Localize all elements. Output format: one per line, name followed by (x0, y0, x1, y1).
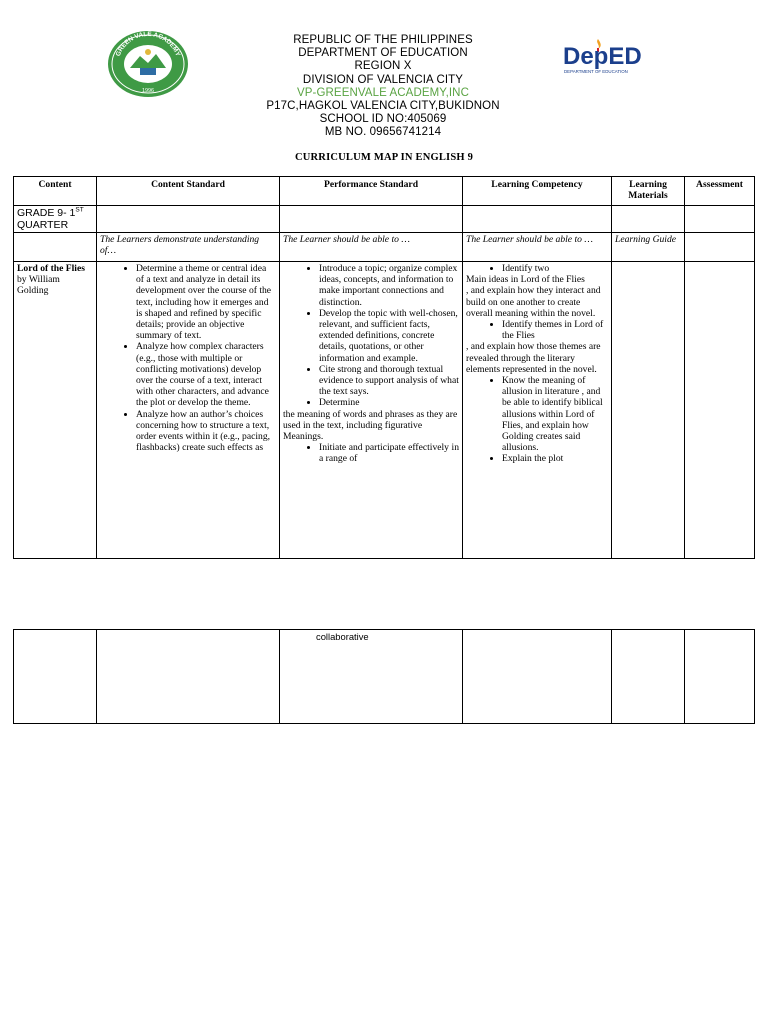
lesson-author: by William Golding (17, 274, 60, 297)
header-content-standard: Content Standard (97, 177, 280, 206)
list-item: • Initiate and participate effectively in a range of (319, 442, 459, 464)
empty-cell (14, 630, 97, 724)
performance-standard-list-2 (283, 442, 459, 464)
intro-learning-materials: Learning Guide (612, 233, 685, 262)
header-learning-materials: Learning Materials (612, 177, 685, 206)
performance-standard-cell (280, 262, 463, 559)
empty-cell (612, 630, 685, 724)
mobile-line: MB NO. 09656741214 (324, 126, 442, 139)
deped-logo-icon (562, 36, 648, 76)
letterhead (232, 34, 534, 140)
empty-cell (612, 262, 685, 559)
grade-row (14, 206, 755, 233)
competency-text: , and explain how they interact and build on one another to create overall meaning within the novel. (466, 285, 601, 319)
content-standard-cell (97, 262, 280, 559)
empty-cell (280, 206, 463, 233)
division-line: DIVISION OF VALENCIA CITY (302, 73, 464, 86)
seal-text-top: GREEN VALE ACADEMY (114, 30, 182, 58)
lesson-row (14, 262, 755, 559)
learning-competency-cell (463, 262, 612, 559)
empty-cell (685, 233, 755, 262)
empty-cell (463, 206, 612, 233)
empty-cell (97, 206, 280, 233)
competency-text: Main ideas in Lord of the Flies (466, 274, 585, 286)
address-line: P17C,HAGKOL VALENCIA CITY,BUKIDNON (266, 100, 500, 113)
school-seal-icon (106, 30, 190, 98)
list-item: • Analyze how an author’s choices concerning how to structure a text, order events within it (e.g., pacing, flashbacks) create such effects as (136, 409, 276, 454)
empty-cell (685, 206, 755, 233)
seal-year: 1996 (142, 88, 154, 94)
header-assessment: Assessment (685, 177, 755, 206)
competency-text: , and explain how those themes are revealed through the literary elements represented in the novel. (466, 341, 601, 375)
lesson-title: Lord of the Flies (17, 263, 85, 274)
grade-cell (14, 206, 97, 233)
competency-list-1 (466, 263, 608, 274)
intro-performance-standard: The Learner should be able to … (280, 233, 463, 262)
header-learning-competency: Learning Competency (463, 177, 612, 206)
intro-learning-competency: The Learner should be able to … (463, 233, 612, 262)
intro-row (14, 233, 755, 262)
competency-list-2 (466, 319, 608, 341)
list-item: • Develop the topic with well-chosen, relevant, and sufficient facts, extended definitions, concrete details, quotations, or other information and example. (319, 308, 459, 364)
empty-cell (14, 233, 97, 262)
performance-standard-continuation: the meaning of words and phrases as they are used in the text, including figurative Meanings. (283, 408, 458, 443)
header-performance-standard: Performance Standard (280, 177, 463, 206)
empty-cell (97, 630, 280, 724)
empty-cell (685, 630, 755, 724)
republic-line: REPUBLIC OF THE PHILIPPINES (293, 34, 473, 46)
list-item: • Analyze how complex characters (e.g., those with multiple or conflicting motivations) develop over the course of a text, interact with other characters, and advance the plot or develop the theme. (136, 341, 276, 408)
content-standard-list (100, 263, 276, 453)
continuation-performance-standard: collaborative (280, 630, 463, 724)
list-item: • Determine a theme or central idea of a text and analyze in detail its development over the course of the text, including how it emerges and is shaped and refined by specific details; provide an objective summary of text. (136, 263, 276, 341)
empty-cell (612, 206, 685, 233)
region-line: REGION X (354, 60, 412, 73)
curriculum-table (13, 176, 755, 559)
deped-wordmark: DepED (563, 43, 642, 70)
list-item: • Explain the plot (502, 453, 608, 464)
grade-label: GRADE 9- 1 (17, 207, 76, 219)
grade-quarter: QUARTER (17, 219, 69, 231)
table-row (14, 630, 755, 724)
department-line: DEPARTMENT OF EDUCATION (298, 47, 468, 60)
lesson-cell (14, 262, 97, 559)
intro-content-standard: The Learners demonstrate understanding of… (97, 233, 280, 262)
empty-cell (463, 630, 612, 724)
list-item: • Know the meaning of allusion in literature , and be able to identify biblical allusions within Lord of Flies, and explain how Golding creates said allusions. (502, 375, 608, 453)
list-item: • Cite strong and thorough textual evidence to support analysis of what the text says. (319, 364, 459, 398)
competency-list-3 (466, 375, 608, 465)
curriculum-table-continued (13, 629, 755, 724)
empty-cell (685, 262, 755, 559)
list-item: • Determine (319, 397, 459, 408)
list-item: • Introduce a topic; organize complex ideas, concepts, and information to make important connections and distinction. (319, 263, 459, 308)
header-content: Content (14, 177, 97, 206)
grade-sup: ST (75, 206, 84, 214)
performance-standard-list (283, 263, 459, 409)
school-id-line: SCHOOL ID NO:405069 (319, 113, 447, 126)
document-title: CURRICULUM MAP IN ENGLISH 9 (294, 152, 474, 163)
list-item: • Identify themes in Lord of the Flies (502, 319, 608, 341)
deped-subtitle: DEPARTMENT OF EDUCATION (564, 69, 628, 74)
table-header-row (14, 177, 755, 206)
list-item: • Identify two (502, 263, 608, 274)
school-name-line: VP-GREENVALE ACADEMY,INC (297, 86, 469, 99)
